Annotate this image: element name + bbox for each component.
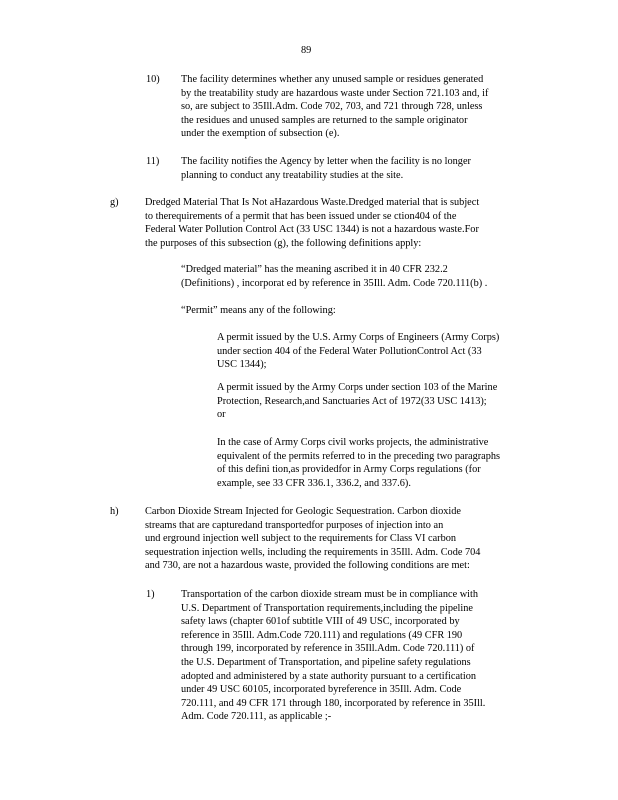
text-line: equivalent of the permits referred to in the preceding two paragraphs — [217, 450, 501, 462]
text-line: 720.111, and 49 CFR 171 through 180, incorporated by reference in 35Ill. — [181, 697, 486, 709]
text-line: Adm. Code 720.111, as applicable ;- — [181, 711, 332, 723]
permit-definition-2 — [217, 381, 539, 422]
text-line: to therequirements of a permit that has been issued under se ction404 of the — [145, 210, 457, 222]
definition-permit — [181, 304, 539, 318]
text-line: sequestration injection wells, including the requirements in 35Ill. Adm. Code 704 — [145, 546, 481, 558]
text-line: The facility notifies the Agency by letter when the facility is no longer — [181, 156, 471, 167]
page-number: 89 — [301, 45, 312, 56]
text-line: the purposes of this subsection (g), the following definitions apply: — [145, 237, 422, 249]
text-line: by the treatability study are hazardous waste under Section 721.103 and, if — [181, 87, 489, 99]
text-line: under 49 USC 60105, incorporated byreference in 35Ill. Adm. Code — [181, 684, 462, 696]
text-line: Protection, Research,and Sanctuaries Act of 1972(33 USC 1413); — [217, 395, 487, 407]
text-line: und erground injection well subject to the requirements for Class VI carbon — [145, 533, 457, 545]
text-line: the U.S. Department of Transportation, and pipeline safety regulations — [181, 656, 471, 668]
text-line: A permit issued by the Army Corps under section 103 of the Marine — [217, 382, 498, 393]
item-1-text — [181, 588, 539, 724]
permit-definition-1 — [217, 331, 539, 372]
text-line: so, are subject to 35Ill.Adm. Code 702, 703, and 721 through 728, unless — [181, 101, 483, 113]
text-line: Federal Water Pollution Control Act (33 USC 1344) is not a hazardous waste.For — [145, 224, 479, 236]
text-line: The facility determines whether any unused sample or residues generated — [181, 74, 484, 85]
text-line: the residues and unused samples are returned to the sample originator — [181, 114, 468, 126]
section-g-text — [145, 196, 539, 250]
text-line: A permit issued by the U.S. Army Corps of Engineers (Army Corps) — [217, 332, 500, 343]
section-h-text — [145, 505, 539, 573]
text-line: planning to conduct any treatability studies at the site. — [181, 169, 404, 181]
text-line: safety laws (chapter 601of subtitle VIII of 49 USC, incorporated by — [181, 616, 460, 628]
text-line: example, see 33 CFR 336.1, 336.2, and 337.6). — [217, 477, 411, 489]
definition-dredged-material — [181, 263, 539, 290]
text-line: reference in 35Ill. Adm.Code 720.111) and regulations (49 CFR 190 — [181, 629, 463, 641]
text-line: “Dredged material” has the meaning ascribed it in 40 CFR 232.2 — [181, 264, 448, 275]
text-line: and 730, are not a hazardous waste, provided the following conditions are met: — [145, 560, 470, 572]
text-line: USC 1344); — [217, 359, 267, 371]
item-label: 10) — [146, 74, 160, 85]
section-label: h) — [110, 506, 119, 517]
text-line: Carbon Dioxide Stream Injected for Geologic Sequestration. Carbon dioxide — [145, 506, 461, 517]
text-line: Transportation of the carbon dioxide stream must be in compliance with — [181, 589, 479, 600]
text-line: through 199, incorporated by reference in 35Ill.Adm. Code 720.111) of — [181, 643, 475, 655]
item-11-text — [181, 155, 539, 182]
text-line: under section 404 of the Federal Water PollutionControl Act (33 — [217, 345, 482, 357]
text-line: streams that are capturedand transportedfor purposes of injection into an — [145, 519, 444, 531]
text-line: In the case of Army Corps civil works projects, the administrative — [217, 437, 489, 448]
item-label: 1) — [146, 589, 155, 600]
text-line: (Definitions) , incorporat ed by reference in 35Ill. Adm. Code 720.111(b) . — [181, 277, 488, 289]
text-line: U.S. Department of Transportation requirements,including the pipeline — [181, 602, 473, 614]
text-line: Dredged Material That Is Not aHazardous Waste.Dredged material that is subject — [145, 197, 480, 208]
text-line: under the exemption of subsection (e). — [181, 128, 340, 140]
item-10-text — [181, 73, 539, 141]
item-label: 11) — [146, 156, 160, 167]
text-line: “Permit” means any of the following: — [181, 305, 336, 316]
section-label: g) — [110, 197, 119, 208]
text-line: adopted and administered by a state authority pursuant to a certification — [181, 670, 477, 682]
text-line: or — [217, 409, 226, 421]
text-line: of this defini tion,as providedfor in Army Corps regulations (for — [217, 464, 481, 476]
permit-definition-3 — [217, 436, 539, 490]
